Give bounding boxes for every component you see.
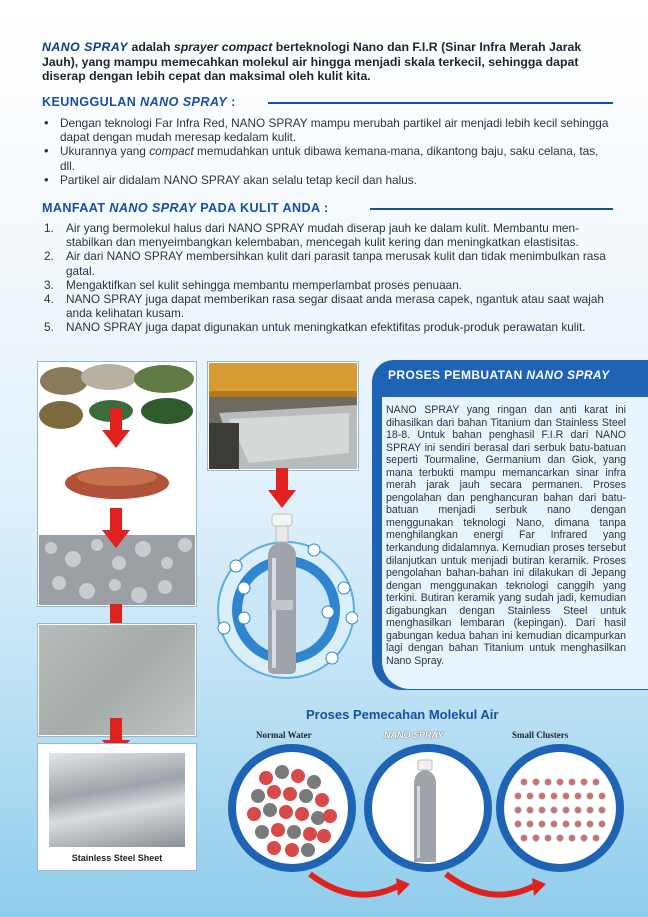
proses-heading: PROSES PEMBUATAN NANO SPRAY [388,368,610,382]
red-arrow-icon [268,468,296,508]
molecule-circles [214,738,648,917]
list-item: 5. NANO SPRAY juga dapat digunakan untuk meningkatkan efektifitas produk-produk perawatan kulit. [44,320,586,335]
list-item: • Dengan teknologi Far Infra Red, NANO SPRAY mampu merubah partikel air menjadi lebih kecil sehingga dapat dengan mudah meresap kedalam kulit. [42,116,612,144]
keunggulan-rule [268,102,613,104]
list-item: • Partikel air didalam NANO SPRAY akan selalu tetap kecil dan halus. [42,173,612,187]
list-item: • Ukurannya yang compact memudahkan untuk dibawa kemana-mana, dikantong baju, saku celana, tas, dll. [42,144,612,172]
normal-water-label: Normal Water [256,730,312,740]
list-item: 4. NANO SPRAY juga dapat memberikan rasa segar disaat anda merasa capek, ngantuk atau saat wajah anda kelihatan kusam. [44,292,604,321]
molekul-heading: Proses Pemecahan Molekul Air [306,707,499,722]
manfaat-list [42,221,612,335]
keunggulan-heading: KEUNGGULAN NANO SPRAY : [42,95,236,109]
stainless-steel-sheet-photo [38,744,196,870]
list-item: 1. Air yang bermolekul halus dari NANO SPRAY mudah diserap jauh ke dalam kulit. Membantu men-stabilkan dan menyeimbangkan kelembaban, mencegah kulit kering dan meningkatkan elastisitas. [44,221,579,250]
raw-materials-photo [38,362,196,606]
small-clusters-label: Small Clusters [512,730,569,740]
list-item: 2. Air dari NANO SPRAY membersihkan kulit dari parasit tanpa merusak kulit dan tidak menimbulkan rasa gatal. [44,249,606,278]
red-arrow-icon [102,408,130,448]
intro-paragraph: NANO SPRAY adalah sprayer compact berteknologi Nano dan F.I.R (Sinar Infra Merah Jarak Jauh), yang mampu memecahkan molekul air hingga menjadi skala terkecil, sehingga dapat diserap dengan lebih cepat dan maksimal oleh kulit kita. [42,40,582,84]
bottle-fir-illustration [214,508,358,680]
factory-photo [208,362,358,470]
manfaat-heading: MANFAAT NANO SPRAY PADA KULIT ANDA : [42,201,329,215]
nano-spray-label: NANO SPRAY [384,730,444,740]
keunggulan-list [42,116,612,187]
manfaat-rule [370,208,613,210]
list-item: 3. Mengaktifkan sel kulit sehingga membantu memperlambat proses penuaan. [44,277,463,292]
intro-brand: NANO SPRAY [42,40,129,54]
red-arrow-icon [102,508,130,548]
steel-sheet-caption: Stainless Steel Sheet [71,853,163,863]
proses-text: NANO SPRAY yang ringan dan anti karat ini dihasilkan dari bahan Titanium dan Stainless Steel 18-8. Untuk bahan penghasil F.I.R dari NANO SPRAY ini sendiri berasal dari serbuk batu-batuan seperti Tourmaline, Germanium dan Giok, yang mana terbukti mampu memancarkan sinar infra merah jarak jauh secara permanen. Proses pengolahan dan penghancuran bahan dari batu-batuan menjadi serbuk nano dengan menggunakan teknologi Nano, dimana tanpa menghilangkan energi Far Infrared yang terkandung didalamnya. Kemudian proses tersebut dilanjutkan untuk menjadi butiran keramik. Proses pengolahan bahan-bahan ini dilakukan di Jepang dengan menggunakan teknologi canggih yang terkini. Butiran keramik yang sudah jadi, kemudian digabungkan dengan Stainless Steel untuk menghasilkan lembaran (kepingan). Dari hasil gabungan kedua bahan ini kemudian dicampurkan lagi dengan bahan Titanium untuk menghasilkan Nano Spray. [386,404,626,667]
steel-sheet-image [49,753,185,847]
